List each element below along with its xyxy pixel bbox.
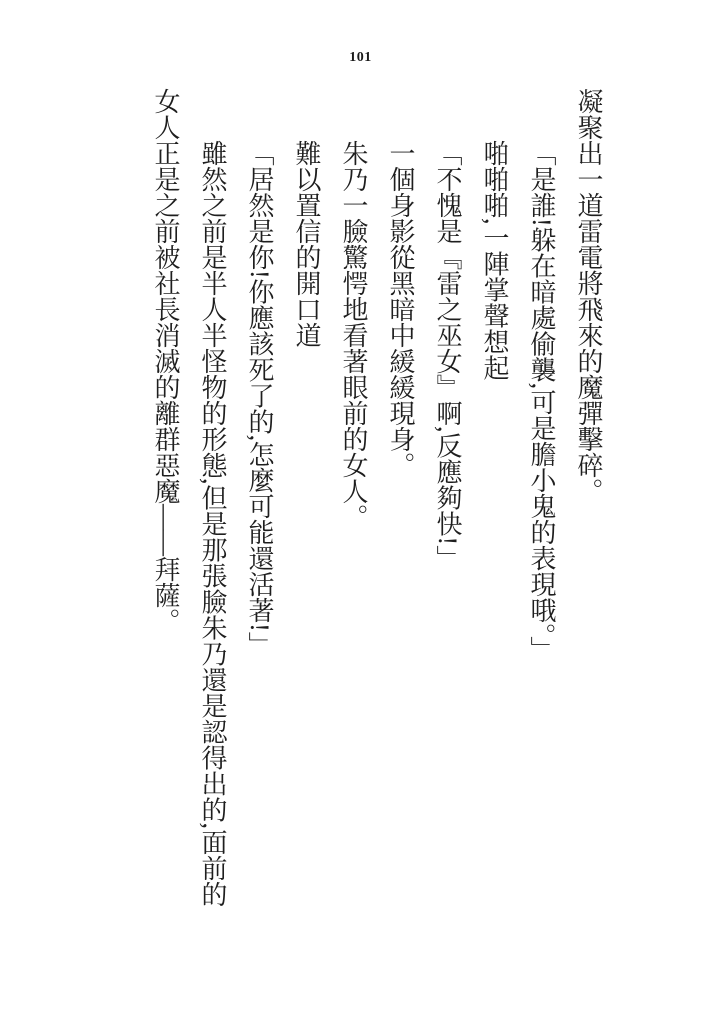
paragraph: 「居然是你!你應該死了的,怎麼可能還活著!」 xyxy=(245,140,274,658)
paragraph: 「是誰!躲在暗處偷襲,可是膽小鬼的表現哦。」 xyxy=(527,140,556,663)
paragraph: 「不愧是『雷之巫女』啊,反應夠快!」 xyxy=(433,140,462,572)
paragraph: 啪啪啪,一陣掌聲想起 xyxy=(480,140,509,381)
vertical-text-block xyxy=(142,88,612,922)
paragraph: 凝聚出一道雷電將飛來的魔彈擊碎。 xyxy=(574,88,603,504)
paragraph: 一個身影從黑暗中緩緩現身。 xyxy=(386,140,415,478)
paragraph: 朱乃一臉驚愕地看著眼前的女人。 xyxy=(339,140,368,530)
paragraph: 雖然之前是半人半怪物的形態,但是那張臉朱乃還是認得出的,面前的女人正是之前被社長消滅的離群惡魔——拜薩。 xyxy=(151,88,227,907)
page-number: 101 xyxy=(349,50,372,65)
paragraph: 難以置信的開口道 xyxy=(292,140,321,348)
